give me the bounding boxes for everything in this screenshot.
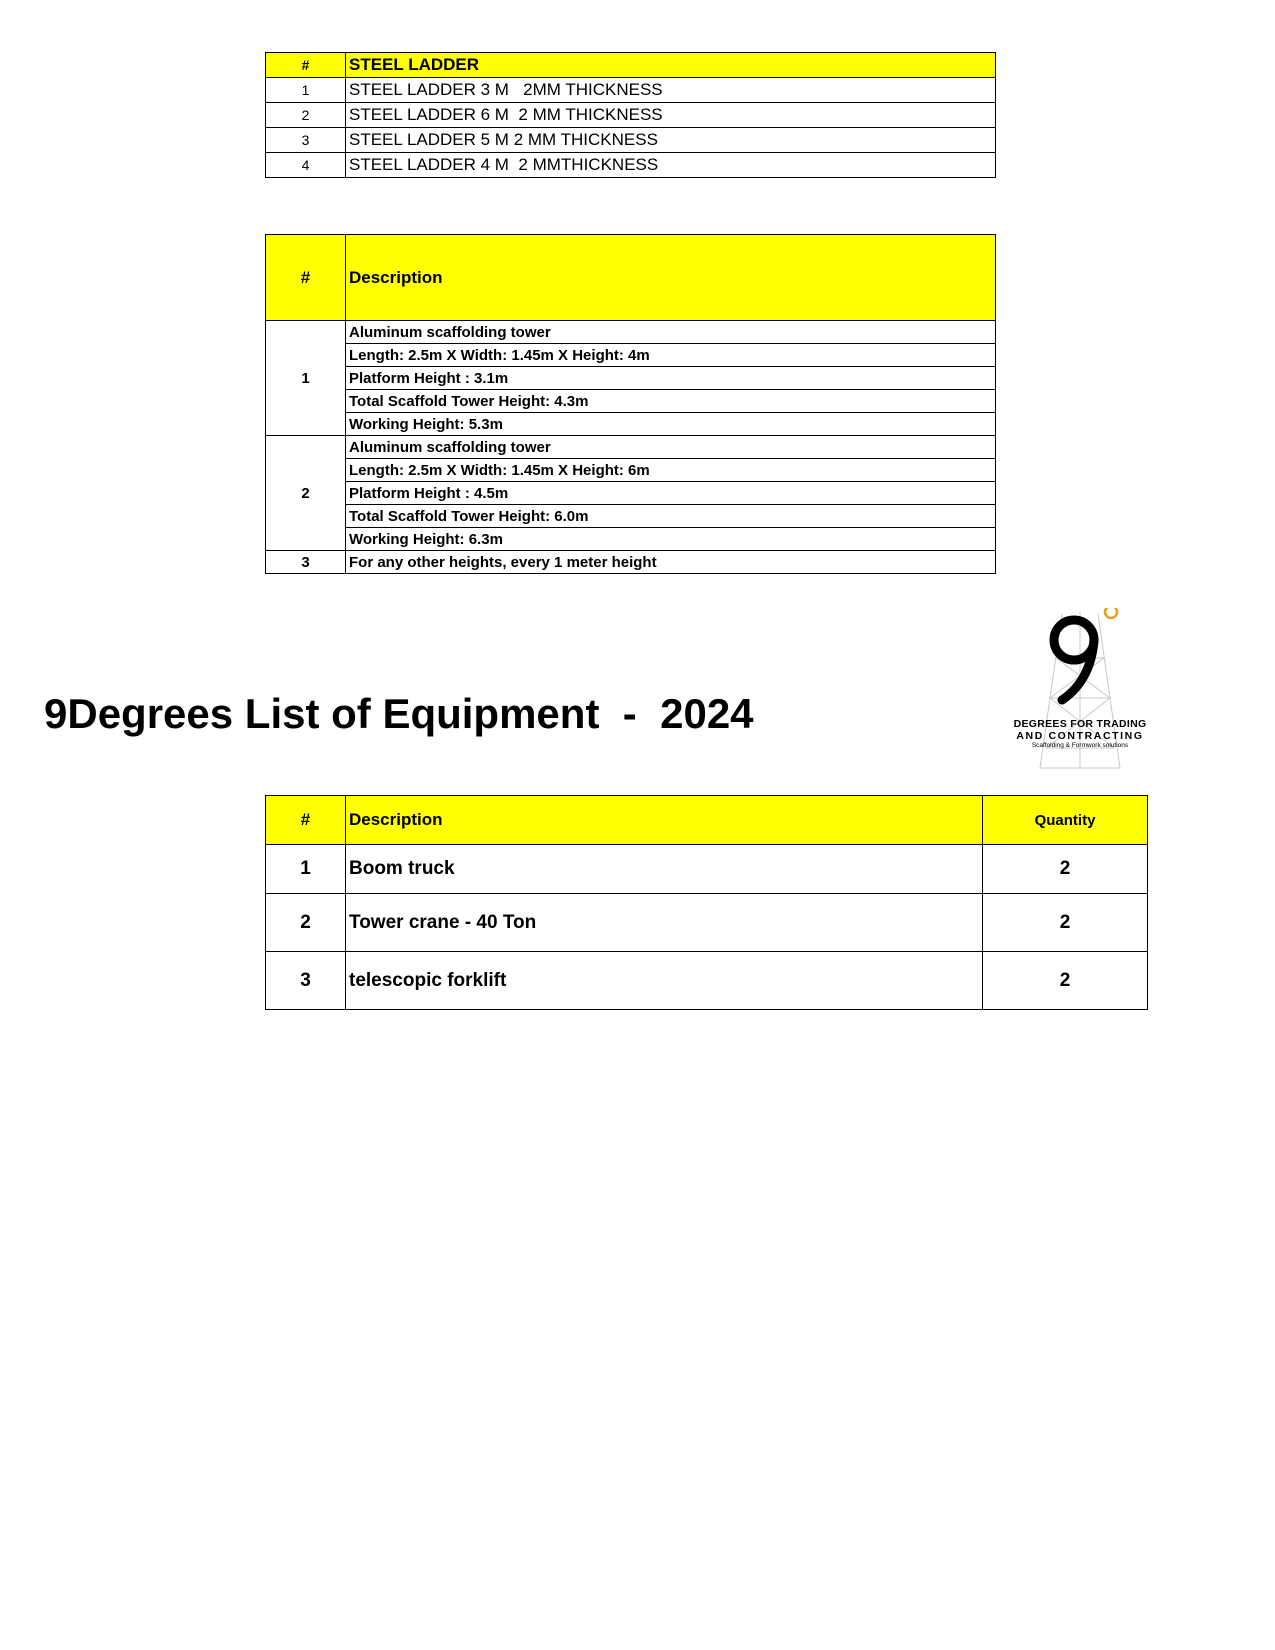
page-title: 9Degrees List of Equipment - 2024 xyxy=(44,690,754,737)
table-row xyxy=(266,845,1148,894)
table-header-row xyxy=(266,235,996,321)
table-header-row xyxy=(266,796,1148,845)
table-row xyxy=(266,128,996,153)
row-desc-cell: Aluminum scaffolding tower xyxy=(346,321,996,344)
group-num-cell: 3 xyxy=(266,551,346,574)
logo-tagline: Scaffolding & Formwork solutions xyxy=(1031,742,1129,749)
row-qty-cell: 2 xyxy=(983,894,1148,952)
row-num-cell: 2 xyxy=(266,103,346,128)
header-num-cell: # xyxy=(266,53,346,78)
row-desc-cell: Working Height: 6.3m xyxy=(346,528,996,551)
table-row xyxy=(266,459,996,482)
table-row xyxy=(266,436,996,459)
row-desc-cell: Platform Height : 3.1m xyxy=(346,367,996,390)
row-desc-cell: Working Height: 5.3m xyxy=(346,413,996,436)
row-desc-cell: Boom truck xyxy=(346,845,983,894)
logo-text-line1: DEGREES FOR TRADING xyxy=(1013,718,1147,730)
row-qty-cell: 2 xyxy=(983,952,1148,1010)
logo-text-line2: AND CONTRACTING xyxy=(1016,730,1144,742)
row-desc-cell: Total Scaffold Tower Height: 6.0m xyxy=(346,505,996,528)
table-row xyxy=(266,482,996,505)
table-row xyxy=(266,894,1148,952)
row-num-cell: 2 xyxy=(266,894,346,952)
header-qty-cell: Quantity xyxy=(983,796,1148,845)
group-num-cell: 2 xyxy=(266,436,346,551)
table-row xyxy=(266,952,1148,1010)
table-row xyxy=(266,413,996,436)
table-row xyxy=(266,103,996,128)
company-logo xyxy=(1010,608,1150,778)
row-desc-cell: For any other heights, every 1 meter height xyxy=(346,551,996,574)
steel-ladder-table xyxy=(265,52,996,178)
row-desc-cell: Aluminum scaffolding tower xyxy=(346,436,996,459)
row-desc-cell: STEEL LADDER 3 M 2MM THICKNESS xyxy=(346,78,996,103)
table-row xyxy=(266,551,996,574)
row-num-cell: 3 xyxy=(266,952,346,1010)
table-row xyxy=(266,78,996,103)
table-header-row xyxy=(266,53,996,78)
row-num-cell: 1 xyxy=(266,78,346,103)
header-desc-cell: Description xyxy=(346,235,996,321)
table-row xyxy=(266,344,996,367)
table-row xyxy=(266,390,996,413)
header-num-cell: # xyxy=(266,796,346,845)
row-desc-cell: Length: 2.5m X Width: 1.45m X Height: 4m xyxy=(346,344,996,367)
row-num-cell: 1 xyxy=(266,845,346,894)
header-title-cell: STEEL LADDER xyxy=(346,53,996,78)
table-row xyxy=(266,321,996,344)
row-desc-cell: STEEL LADDER 4 M 2 MMTHICKNESS xyxy=(346,153,996,178)
row-qty-cell: 2 xyxy=(983,845,1148,894)
row-num-cell: 4 xyxy=(266,153,346,178)
row-desc-cell: Platform Height : 4.5m xyxy=(346,482,996,505)
table-row xyxy=(266,367,996,390)
row-desc-cell: telescopic forklift xyxy=(346,952,983,1010)
table-row xyxy=(266,505,996,528)
scaffold-tower-table xyxy=(265,234,996,574)
equipment-table xyxy=(265,795,1148,1010)
row-desc-cell: STEEL LADDER 5 M 2 MM THICKNESS xyxy=(346,128,996,153)
table-row xyxy=(266,528,996,551)
row-desc-cell: Total Scaffold Tower Height: 4.3m xyxy=(346,390,996,413)
row-desc-cell: STEEL LADDER 6 M 2 MM THICKNESS xyxy=(346,103,996,128)
row-desc-cell: Length: 2.5m X Width: 1.45m X Height: 6m xyxy=(346,459,996,482)
row-num-cell: 3 xyxy=(266,128,346,153)
row-desc-cell: Tower crane - 40 Ton xyxy=(346,894,983,952)
header-desc-cell: Description xyxy=(346,796,983,845)
group-num-cell: 1 xyxy=(266,321,346,436)
scaffold-tower-logo-icon xyxy=(1010,608,1150,778)
table-row xyxy=(266,153,996,178)
header-num-cell: # xyxy=(266,235,346,321)
